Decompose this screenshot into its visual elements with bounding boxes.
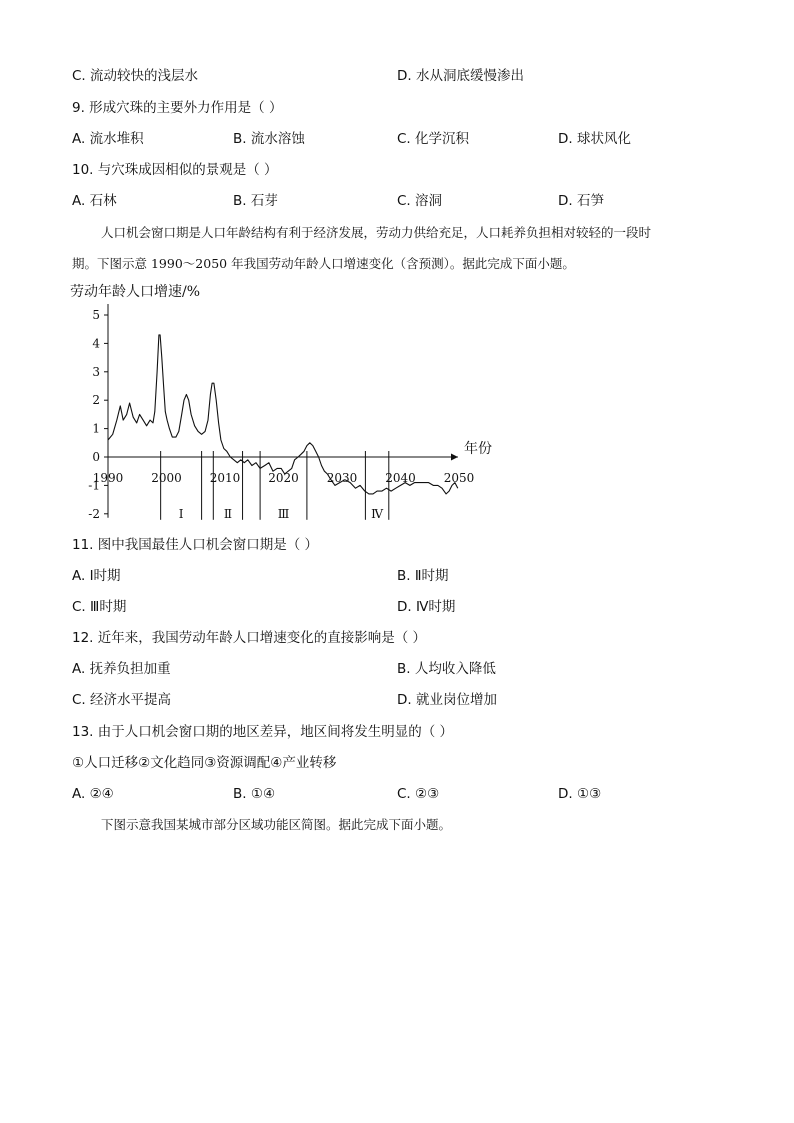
q13-option-b: B. ①④ (233, 786, 276, 802)
x-axis-label: 年份 (464, 441, 492, 457)
x-tick-label: 2050 (443, 471, 475, 485)
labor-age-population-growth-chart (66, 282, 506, 528)
q12-option-c: C. 经济水平提高 (72, 692, 172, 708)
x-axis-arrow (451, 454, 458, 461)
q10-option-b: B. 石芽 (233, 193, 278, 209)
period-label: Ⅳ (371, 506, 384, 521)
q11-option-a: A. Ⅰ时期 (72, 568, 121, 584)
x-tick-label: 2000 (151, 471, 182, 485)
y-tick-label: 2 (92, 393, 100, 408)
intro-paragraph-2: 下图示意我国某城市部分区域功能区简图。据此完成下面小题。 (101, 817, 452, 832)
y-tick-label: -1 (88, 478, 100, 493)
period-label: Ⅱ (223, 506, 233, 521)
q11-option-d: D. Ⅳ时期 (397, 599, 456, 615)
q9-option-d: D. 球状风化 (558, 131, 631, 147)
q12-option-b: B. 人均收入降低 (397, 661, 496, 677)
q9-option-a: A. 流水堆积 (72, 131, 144, 147)
q12-stem: 12. 近年来，我国劳动年龄人口增速变化的直接影响是（ ） (72, 630, 427, 646)
q11-option-b: B. Ⅱ时期 (397, 568, 449, 584)
q12-option-d: D. 就业岗位增加 (397, 692, 497, 708)
q10-option-d: D. 石笋 (558, 193, 604, 209)
x-tick-label: 2030 (326, 471, 358, 485)
q12-option-a: A. 抚养负担加重 (72, 661, 171, 677)
y-tick-label: 1 (92, 421, 100, 436)
q8-option-c: C. 流动较快的浅层水 (72, 68, 199, 84)
intro-paragraph-line-2: 期。下图示意 1990～2050 年我国劳动年龄人口增速变化（含预测）。据此完成下面小题。 (72, 256, 575, 271)
intro-paragraph-line-1: 人口机会窗口期是人口年龄结构有利于经济发展，劳动力供给充足，人口耗养负担相对较轻的一段时 (101, 225, 652, 240)
q10-option-a: A. 石林 (72, 193, 117, 209)
q9-option-b: B. 流水溶蚀 (233, 131, 305, 147)
q13-option-a: A. ②④ (72, 786, 114, 802)
x-tick-label: 2020 (268, 471, 299, 485)
x-tick-label: 2040 (385, 471, 416, 485)
chart-title: 劳动年龄人口增速/% (70, 284, 201, 300)
q9-option-c: C. 化学沉积 (397, 131, 470, 147)
q10-option-c: C. 溶洞 (397, 193, 443, 209)
y-tick-label: 4 (92, 336, 100, 351)
q10-stem: 10. 与穴珠成因相似的景观是（ ） (72, 162, 278, 178)
q9-stem: 9. 形成穴珠的主要外力作用是（ ） (72, 100, 283, 116)
x-tick-label: 2010 (209, 471, 241, 485)
x-tick-label: 1990 (92, 471, 124, 485)
y-tick-label: 0 (92, 450, 100, 464)
q11-option-c: C. Ⅲ时期 (72, 599, 127, 615)
y-tick-label: 5 (92, 308, 100, 322)
q13-option-d: D. ①③ (558, 786, 602, 802)
q13-stem: 13. 由于人口机会窗口期的地区差异，地区间将发生明显的（ ） (72, 724, 454, 740)
period-label: Ⅰ (178, 506, 184, 521)
y-tick-label: -2 (88, 506, 100, 521)
period-label: Ⅲ (277, 506, 290, 521)
y-tick-label: 3 (92, 364, 100, 379)
q8-option-d: D. 水从洞底缓慢渗出 (397, 68, 524, 84)
q13-items: ①人口迁移②文化趋同③资源调配④产业转移 (72, 755, 337, 771)
q13-option-c: C. ②③ (397, 786, 440, 802)
q11-stem: 11. 图中我国最佳人口机会窗口期是（ ） (72, 537, 319, 553)
